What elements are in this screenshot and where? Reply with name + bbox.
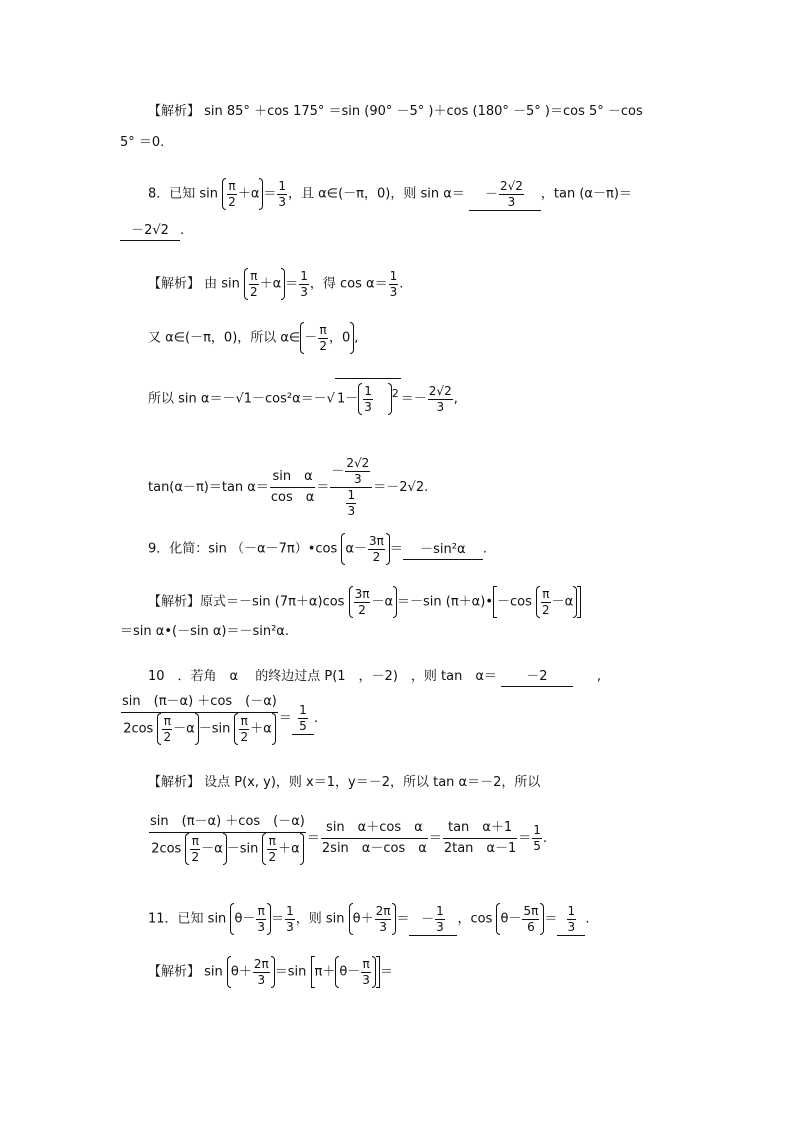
solution-9-line-2: ＝sin α•(－sin α)＝－sin²α. <box>120 624 290 639</box>
solution-8-line-4: tan(α－π)＝tan α＝ $\frac{\text{sin α}}{\text{cos α}}$ ＝ － $\frac{2√2}{3}$ $\frac{1}{3}$ ＝－2√2. <box>148 456 429 518</box>
solution-8-line-2: 又 α∈(－π，0)，所以 α∈ － $\frac{\pi}{2}$ ，0 , <box>148 322 359 353</box>
question-9: 9．化简：sin （－α－7π）•cos α－ $\frac{3\pi}{2}$ ＝ －sin²α . <box>148 533 487 564</box>
question-8: 8．已知 sin $\frac{\pi}{2}$ ＋α ＝ $\frac{1}{3}$ ，且 α∈(－π，0)，则 sin α＝ － $\frac{2√2}{3}$ ，tan (α－π)＝ <box>148 178 632 209</box>
solution-9: 【解析】原式＝－sin (7π＋α)cos $\frac{3\pi}{2}$ －α ＝－sin (π＋α)• －cos $\frac{\pi}{2}$ －α <box>148 586 581 618</box>
solution-line: 【解析】 sin 85° ＋cos 175° ＝sin (90° －5° )＋cos (180° －5° )＝cos 5° －cos <box>148 104 643 119</box>
solution-8-line-3: 所以 sin α＝－√1－cos²α＝－√ 1－ $\frac{1}{3}$ $^2$ ＝－ $\frac{2√2}{3}$ , <box>148 378 458 415</box>
question-8-answer: －2√2 . <box>120 222 184 241</box>
question-11: 11．已知 sin θ－ $\frac{\pi}{3}$ ＝ $\frac{1}{3}$ ，则 sin θ＋ $\frac{2\pi}{3}$ ＝ － $\frac{1}{3}$ ，cos θ－ $\frac{5\pi}{6}$ ＝ $\frac{1}{3}$ . <box>148 903 590 934</box>
solution-line: 5° ＝0. <box>120 135 165 150</box>
solution-10: 【解析】 设点 P(x, y)，则 x＝1，y＝－2，所以 tan α＝－2，所以 <box>148 775 541 790</box>
solution-8: 【解析】 由 sin $\frac{\pi}{2}$ ＋α ＝ $\frac{1}{3}$ ，得 cos α＝ $\frac{1}{3}$ . <box>148 268 404 299</box>
question-10-fraction: sin (π－α) ＋cos (－α) 2cos $\frac{\pi}{2}$ －α －sin $\frac{\pi}{2}$ ＋α ＝ $\frac{1}{5}$ . <box>122 694 319 744</box>
solution-10-fraction: sin (π－α) ＋cos (－α) 2cos $\frac{\pi}{2}$ －α －sin $\frac{\pi}{2}$ ＋α ＝ $\frac{\text{sin α＋cos α}}{\text{2sin α－cos α}}$ ＝ $\frac{\text{tan α＋1}}{\text{2tan α－1}}$ ＝ $\frac{1}{5}$ . <box>150 814 548 864</box>
solution-11: 【解析】 sin θ＋ $\frac{2\pi}{3}$ ＝sin π＋ θ－ $\frac{\pi}{3}$ ＝ <box>148 956 393 987</box>
question-10: 10 ．若角 α 的终边过点 P(1 ，－2) ，则 tan α＝ －2 , <box>148 668 601 687</box>
